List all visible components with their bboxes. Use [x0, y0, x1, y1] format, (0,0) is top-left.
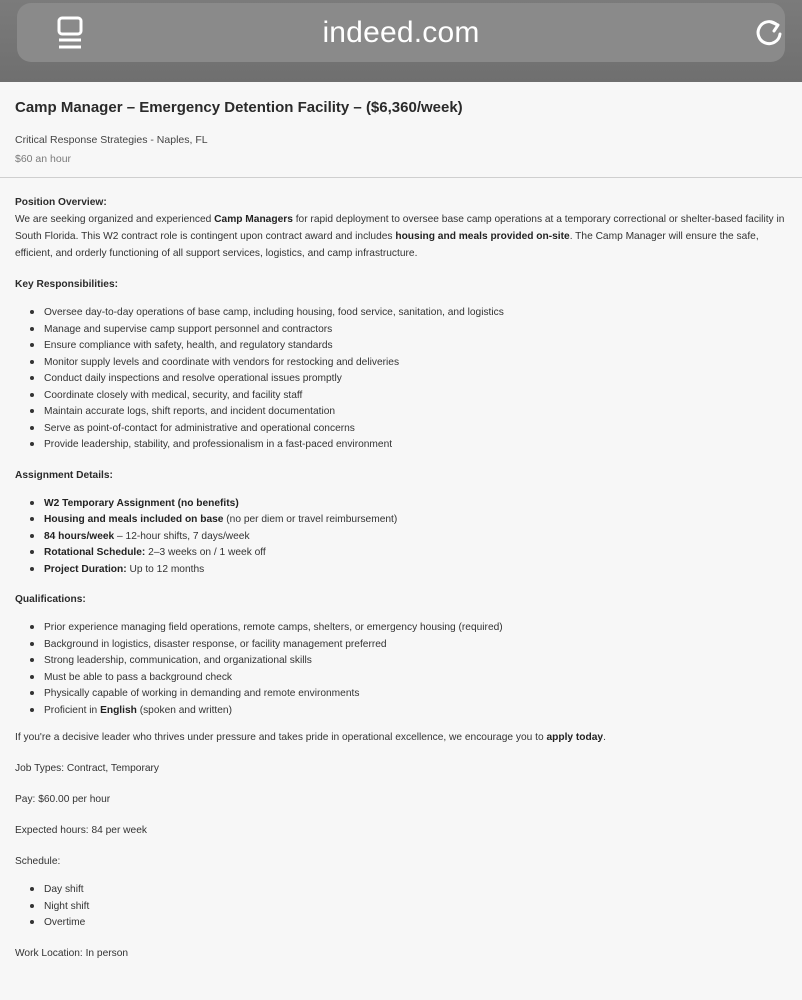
item-text: (spoken and written) — [136, 704, 232, 716]
list-item — [15, 561, 790, 578]
list-item — [15, 495, 790, 512]
item-text: (no per diem or travel reimbursement) — [223, 514, 398, 525]
list-item: Physically capable of working in demanding and remote environments — [15, 685, 790, 702]
section-heading-assignment: Assignment Details: — [15, 469, 113, 481]
list-item: Serve as point-of-contact for administrative and operational concerns — [15, 420, 790, 437]
list-item — [15, 544, 790, 561]
list-item: Must be able to pass a background check — [15, 669, 790, 686]
address-bar[interactable] — [17, 3, 785, 62]
job-title: Camp Manager – Emergency Detention Facility – ($6,360/week) — [15, 99, 463, 116]
overview-text-2: for rapid deployment to oversee base camp operations at a temporary correctional or shelter-based facility in South Florida. This W2 contract role is contingent upon contract award and includes — [15, 214, 785, 242]
item-text: Proficient in — [44, 704, 101, 716]
list-item — [15, 511, 790, 528]
job-types: Job Types: Contract, Temporary — [15, 763, 160, 774]
list-item: Night shift — [15, 898, 790, 915]
list-item: Coordinate closely with medical, security, and facility staff — [15, 387, 790, 404]
item-bold: Rotational Schedule: — [44, 547, 146, 558]
list-item: Provide leadership, stability, and professionalism in a fast-paced environment — [15, 436, 790, 453]
job-description — [15, 194, 790, 962]
work-location: Work Location: In person — [15, 947, 129, 959]
schedule-label: Schedule: — [15, 856, 61, 867]
job-posting-page — [0, 82, 802, 1000]
list-item: Manage and supervise camp support personnel and contractors — [15, 321, 790, 338]
section-heading-overview: Position Overview: — [15, 197, 107, 208]
url-text[interactable]: indeed.com — [322, 16, 480, 49]
list-item — [15, 702, 790, 719]
closing-end: . — [603, 732, 606, 743]
divider — [0, 177, 802, 178]
closing-paragraph — [15, 729, 790, 746]
overview-bold-2: housing and meals provided on-site — [395, 231, 570, 242]
list-item: Conduct daily inspections and resolve operational issues promptly — [15, 370, 790, 387]
item-bold: Project Duration: — [44, 563, 127, 575]
assignment-list — [15, 495, 790, 578]
item-text: Up to 12 months — [126, 563, 205, 575]
list-item: Maintain accurate logs, shift reports, and incident documentation — [15, 403, 790, 420]
list-item: Background in logistics, disaster response, or facility management preferred — [15, 636, 790, 653]
overview-paragraph — [15, 211, 790, 262]
list-item: Day shift — [15, 881, 790, 898]
expected-hours: Expected hours: 84 per week — [15, 825, 147, 836]
job-header — [15, 99, 785, 165]
browser-toolbar — [0, 0, 802, 82]
item-text: – 12-hour shifts, 7 days/week — [114, 530, 250, 542]
list-item — [15, 528, 790, 545]
list-item: Ensure compliance with safety, health, and regulatory standards — [15, 337, 790, 354]
section-heading-qualifications: Qualifications: — [15, 594, 86, 605]
company-location[interactable]: Critical Response Strategies - Naples, FL — [15, 134, 208, 146]
item-bold: English — [100, 704, 137, 716]
overview-text-3: . The Camp Manager will ensure the safe, efficient, and orderly functioning of all support services, logistics, and camp infrastructure. — [15, 231, 759, 259]
item-bold: W2 Temporary Assignment (no benefits) — [44, 497, 239, 509]
list-item: Monitor supply levels and coordinate with vendors for restocking and deliveries — [15, 354, 790, 371]
qualifications-list — [15, 619, 790, 718]
closing-bold: apply today — [546, 732, 604, 743]
schedule-list — [15, 881, 790, 931]
pay: Pay: $60.00 per hour — [15, 794, 111, 805]
overview-text-1: We are seeking organized and experienced — [15, 214, 215, 225]
closing-text: If you're a decisive leader who thrives under pressure and takes pride in operational excellence, we encourage you to — [15, 732, 547, 743]
responsibilities-list — [15, 304, 790, 453]
overview-bold-1: Camp Managers — [214, 214, 293, 225]
list-item: Overtime — [15, 914, 790, 931]
reload-icon[interactable] — [753, 17, 785, 49]
item-bold: 84 hours/week — [44, 530, 115, 542]
item-bold: Housing and meals included on base — [44, 514, 224, 525]
item-text: 2–3 weeks on / 1 week off — [145, 547, 266, 558]
list-item: Prior experience managing field operations, remote camps, shelters, or emergency housing (required) — [15, 619, 790, 636]
list-item: Strong leadership, communication, and organizational skills — [15, 652, 790, 669]
section-heading-responsibilities: Key Responsibilities: — [15, 279, 119, 290]
list-item: Oversee day-to-day operations of base camp, including housing, food service, sanitation, and logistics — [15, 304, 790, 321]
salary: $60 an hour — [15, 153, 72, 165]
